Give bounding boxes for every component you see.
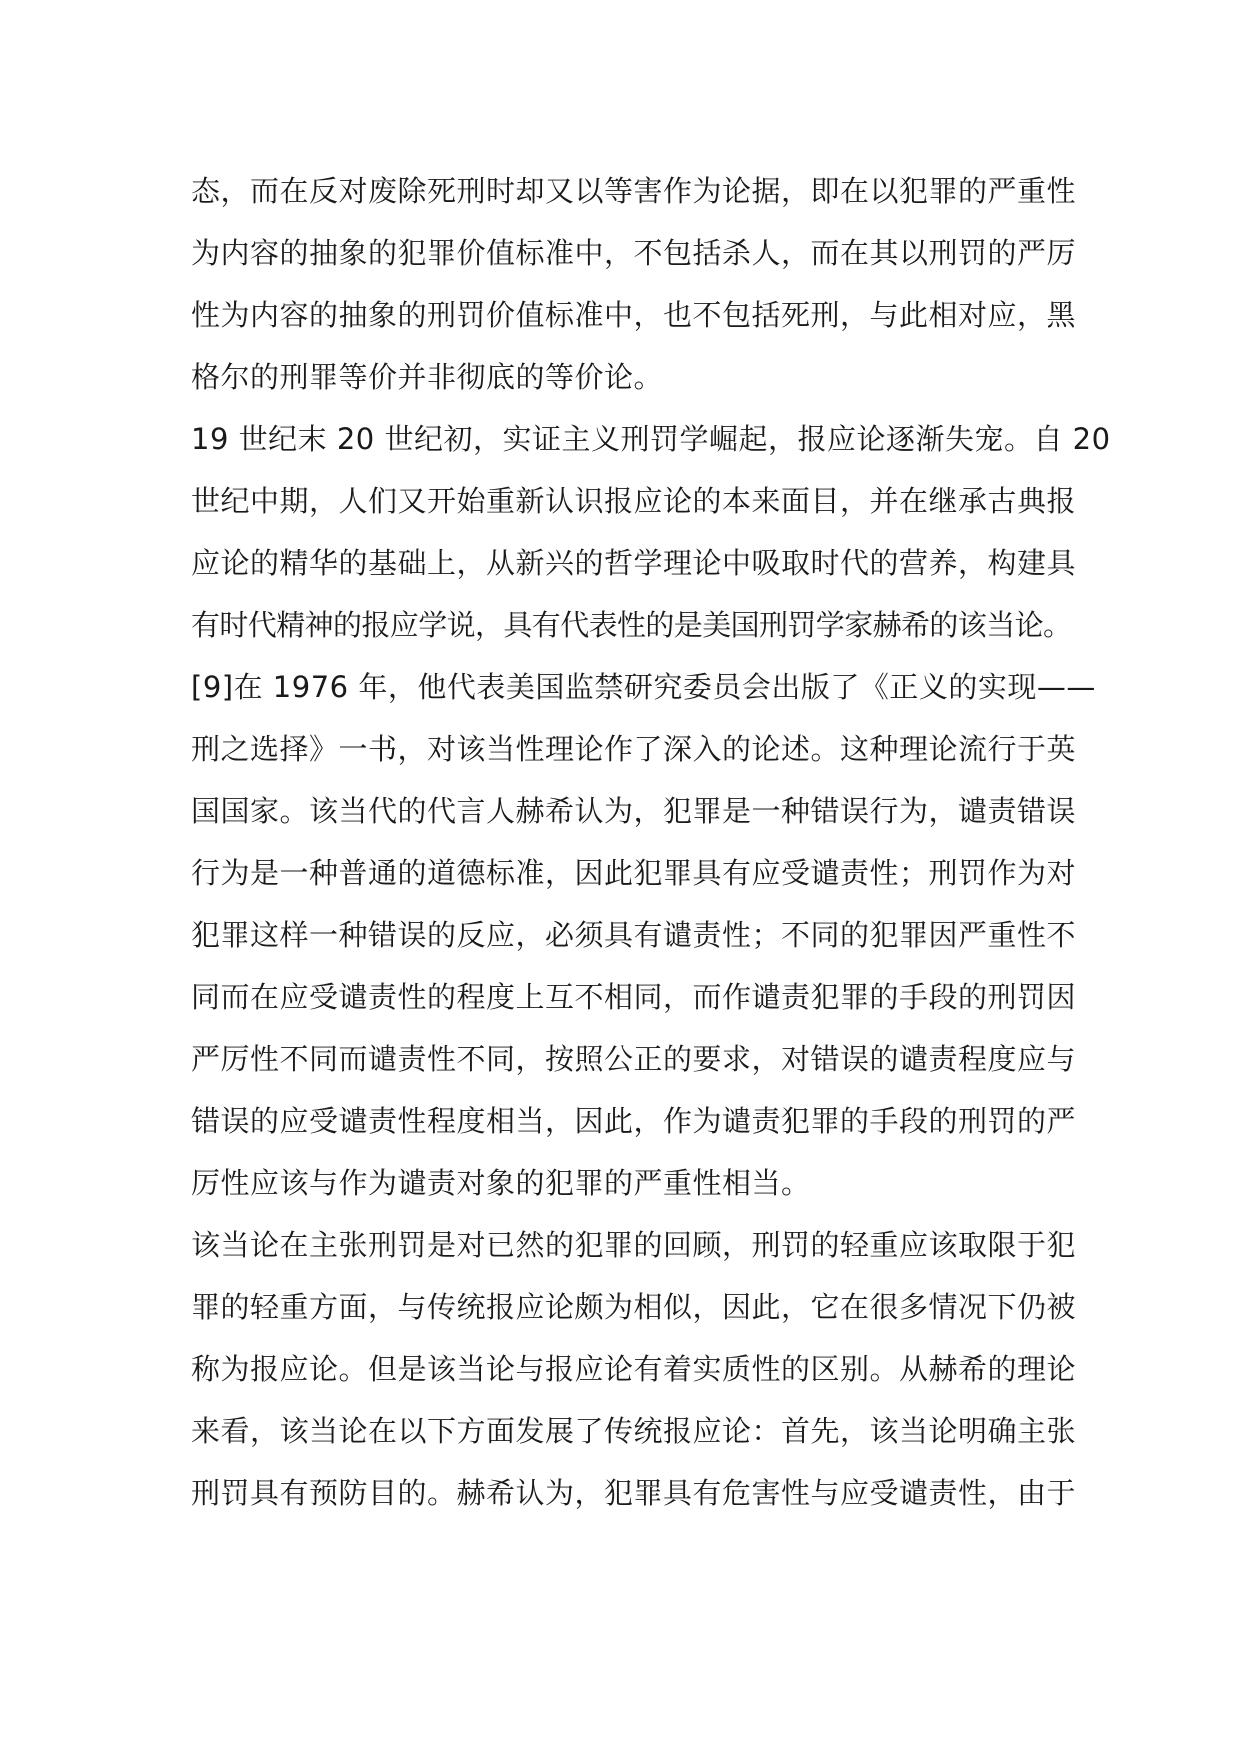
text-line: 刑之选择》一书，对该当性理论作了深入的论述。这种理论流行于英 [191, 732, 1077, 766]
body-text [191, 160, 1111, 1524]
text-line: 犯罪这样一种错误的反应，必须具有谴责性；不同的犯罪因严重性不 [191, 918, 1077, 952]
text-line: 19 世纪末 20 世纪初，实证主义刑罚学崛起，报应论逐渐失宠。自 20 [191, 422, 1111, 456]
text-line: 性为内容的抽象的刑罚价值标准中，也不包括死刑，与此相对应，黑 [191, 298, 1077, 332]
text-line: 应论的精华的基础上，从新兴的哲学理论中吸取时代的营养，构建具 [191, 546, 1077, 580]
text-line: 刑罚具有预防目的。赫希认为，犯罪具有危害性与应受谴责性，由于 [191, 1476, 1077, 1510]
text-line: 为内容的抽象的犯罪价值标准中，不包括杀人，而在其以刑罚的严厉 [191, 236, 1077, 270]
text-line: 有时代精神的报应学说，具有代表性的是美国刑罚学家赫希的该当论。 [191, 608, 1072, 642]
text-line: [9]在 1976 年，他代表美国监禁研究委员会出版了《正义的实现—— [191, 670, 1096, 704]
text-line: 行为是一种普通的道德标准，因此犯罪具有应受谴责性；刑罚作为对 [191, 856, 1077, 890]
text-line: 同而在应受谴责性的程度上互不相同，而作谴责犯罪的手段的刑罚因 [191, 980, 1077, 1014]
text-line: 格尔的刑罪等价并非彻底的等价论。 [191, 360, 664, 394]
text-line: 厉性应该与作为谴责对象的犯罪的严重性相当。 [191, 1166, 811, 1200]
text-line: 国国家。该当代的代言人赫希认为，犯罪是一种错误行为，谴责错误 [191, 794, 1077, 828]
text-line: 态，而在反对废除死刑时却又以等害作为论据，即在以犯罪的严重性 [191, 174, 1077, 208]
text-line: 严厉性不同而谴责性不同，按照公正的要求，对错误的谴责程度应与 [191, 1042, 1077, 1076]
text-line: 错误的应受谴责性程度相当，因此，作为谴责犯罪的手段的刑罚的严 [191, 1104, 1077, 1138]
text-line: 罪的轻重方面，与传统报应论颇为相似，因此，它在很多情况下仍被 [191, 1290, 1077, 1324]
text-line: 该当论在主张刑罚是对已然的犯罪的回顾，刑罚的轻重应该取限于犯 [191, 1228, 1077, 1262]
text-line: 来看，该当论在以下方面发展了传统报应论：首先，该当论明确主张 [191, 1414, 1077, 1448]
text-line: 世纪中期，人们又开始重新认识报应论的本来面目，并在继承古典报 [191, 484, 1077, 518]
text-line: 称为报应论。但是该当论与报应论有着实质性的区别。从赫希的理论 [191, 1352, 1077, 1386]
